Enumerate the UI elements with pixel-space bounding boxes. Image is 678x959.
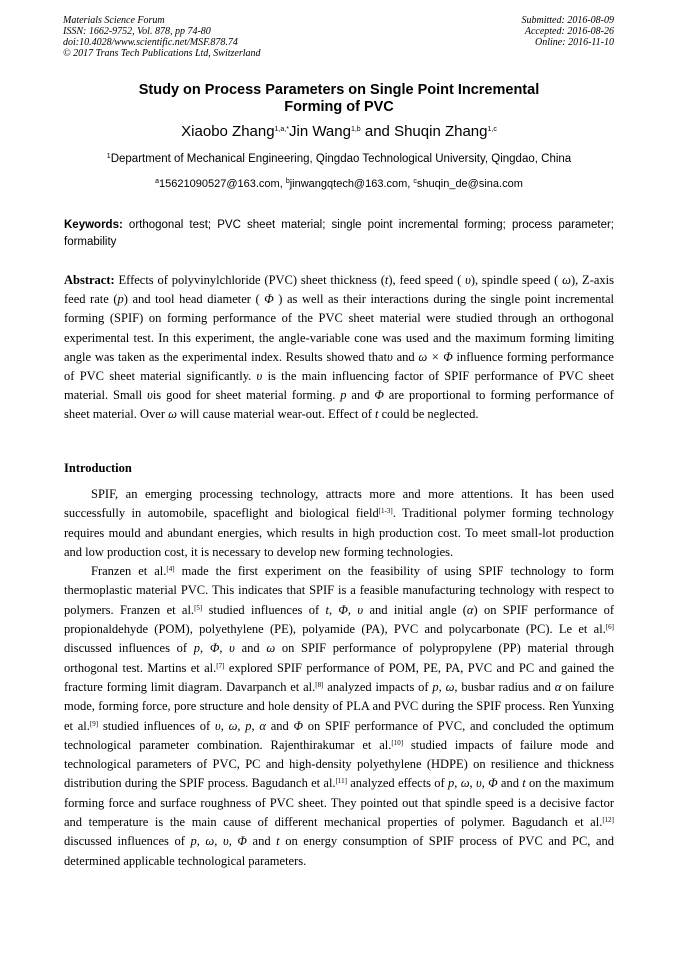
citation: [4] (166, 565, 175, 574)
citation: [1-3] (378, 507, 393, 516)
email-link[interactable]: 15621090527@163.com, (159, 178, 286, 190)
email-list: $^a$15621090527@163.com, $^b$jinwangqtech@163.com, $^c$shuqin_de@sina.com (155, 178, 523, 190)
submitted-date: Submitted: 2016-08-09 (521, 15, 614, 26)
citation: [6] (605, 623, 614, 632)
paper-title: Study on Process Parameters on Single Point Incremental Forming of PVC (138, 82, 540, 115)
online-date: Online: 2016-11-10 (535, 37, 614, 48)
paragraph: Franzen et al.[4] made the first experiment on the feasibility of using SPIF technology to form thermoplastic material PVC. This indicates that SPIF is a feasible manufacturing technology with respect to polymers. Franzen et al.[5] studied influences of t, Φ, υ and initial angle (α) on SPIF performance of propionaldehyde (POM), polyethylene (PE), polyamide (PA), PVC and polycarbonate (PC). Le et al.[6] discussed influences of p, Φ, υ and ω on SPIF performance of polypropylene (PP) material through orthogonal test. Martins et al.[7] explored SPIF performance of POM, PE, PA, PVC and PC and gained the fracture forming limit diagram. Davarpanch et al.[8] analyzed impacts of p, ω, busbar radius and α on failure mode, forming force, pore structure and hole density of PLA and PVC during the SPIF process. Ren Yunxing et al.[9] studied influences of υ, ω, p, α and Φ on SPIF performance of PVC, and concluded the optimum technological parameter combination. Rajenthirakumar et al.[10] studied impacts of failure mode and technological parameters of PVC, PC and high-density polyethylene (HDPE) on resilience and thickness distribution during the SPIF process. Bagudanch et al.[11] analyzed effects of p, ω, υ, Φ and t on the maximum forming force and surface roughness of PVC sheet. They pointed out that spindle speed is a decisive factor and temperature is the main cause of different mechanical properties of polymer. Bagudanch et al.[12] discussed influences of p, ω, υ, Φ and t on energy consumption of SPIF process of PVC and PC, and determined applicable technological parameters. (64, 564, 615, 868)
author-name: Jin Wang (288, 123, 351, 140)
author-name: Shuqin Zhang (394, 123, 488, 140)
journal-header (63, 15, 261, 59)
keywords: Keywords: orthogonal test; PVC sheet material; single point incremental forming; process parameter; formability (64, 219, 614, 248)
citation: [8] (315, 680, 324, 689)
email-link[interactable]: shuqin_de@sina.com (416, 178, 523, 190)
copyright-line: © 2017 Trans Tech Publications Ltd, Switzerland (63, 48, 261, 59)
paragraph: SPIF, an emerging processing technology, attracts more and more attentions. It has been used successfully in automobile, spaceflight and biological field[1-3]. Traditional polymer forming technology requires mould and abundant energies, which results in high production cost. To meet small-lot production and low production cost, it is necessary to develop new forming technologies. (64, 487, 614, 559)
citation: [11] (335, 777, 347, 786)
dates-header (522, 15, 615, 48)
citation: [10] (391, 738, 404, 747)
section-heading: Introduction (64, 461, 132, 475)
citation: [5] (194, 603, 203, 612)
affiliation: $^1$Department of Mechanical Engineering, Qingdao Technological University, Qingdao, China (106, 153, 572, 165)
keywords-label: Keywords: (64, 219, 123, 231)
citation: [7] (216, 661, 225, 670)
citation: [9] (89, 719, 99, 728)
author-list: Xiaobo Zhang$^{1,a,*}$Jin Wang$^{1,b}$ and Shuqin Zhang$^{1,c}$ (181, 123, 497, 140)
accepted-date: Accepted: 2016-08-26 (524, 26, 614, 37)
issn-line: ISSN: 1662-9752, Vol. 878, pp 74-80 (63, 26, 211, 37)
doi-line: doi:10.4028/www.scientific.net/MSF.878.74 (63, 37, 238, 48)
introduction-body (64, 485, 614, 871)
abstract: Abstract: Effects of polyvinylchloride (PVC) sheet thickness (t), feed speed ( υ), spindle speed ( ω), Z-axis feed rate (p) and tool head diameter ( Φ ) as well as their interactions during the single point incremental forming (SPIF) on forming performance of the PVC sheet material were studied through an orthogonal experimental test. In this experiment, the angle-variable cone was used and the maximum forming limiting angle was taken as the experimental index. Results showed thatυ and ω × Φ influence forming performance of PVC sheet material significantly. υ is the main influencing factor of SPIF performance of PVC sheet material. Small υis good for sheet material forming. p and Φ are proportional to forming performance of sheet material. Over ω will cause material wear-out. Effect of t could be neglected. (64, 273, 614, 422)
author-name: Xiaobo Zhang (181, 123, 275, 140)
journal-name: Materials Science Forum (63, 15, 165, 26)
citation: [12] (602, 816, 614, 825)
email-link[interactable]: jinwangqtech@163.com, (289, 178, 414, 190)
abstract-label: Abstract: (64, 273, 115, 287)
